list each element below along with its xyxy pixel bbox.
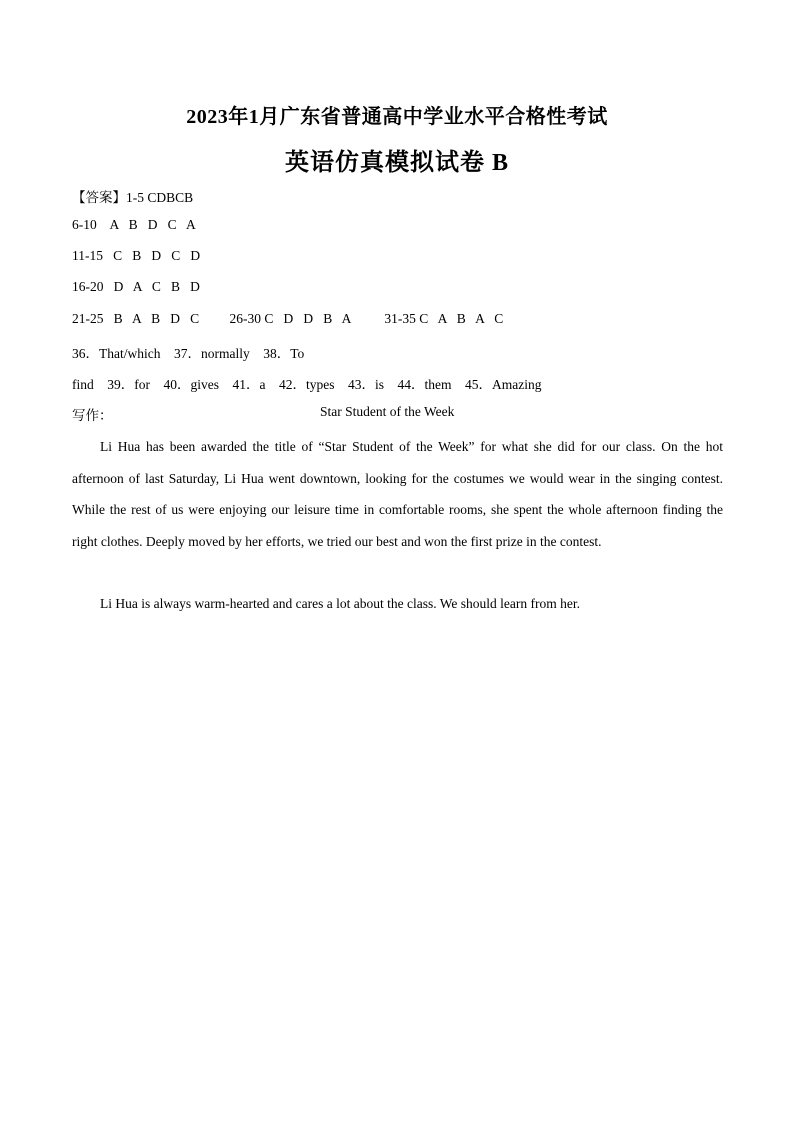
essay-paragraph-2: Li Hua is always warm-hearted and cares a lot about the class. We should learn from her. — [100, 596, 581, 611]
answer-line-6: 36．That/which 37．normally 38．To — [72, 346, 305, 361]
essay-title: Star Student of the Week — [320, 404, 455, 419]
exam-subtitle: 英语仿真模拟试卷 B — [284, 150, 509, 176]
answer-line-2: 6-10 A B D C A — [72, 217, 196, 232]
answer-line-3: 11-15 C B D C D — [72, 248, 201, 263]
answer-line-4: 16-20 D A C B D — [72, 279, 200, 294]
answer-line-7: find 39．for 40．gives 41．a 42．types 43．is 44．them 45．Amazing — [72, 377, 542, 392]
answer-line-5: 21-25 B A B D C 26-30 C D D B A 31-35 C A B A C — [72, 311, 504, 326]
exam-title: 2023年1月广东省普通高中学业水平合格性考试 — [186, 106, 608, 128]
answer-line-1: 【答案】1-5 CDBCB — [72, 190, 194, 205]
essay-paragraph-1: Li Hua has been awarded the title of “Star Student of the Week” for what she did for our class. On the hot afternoon of last Saturday, Li Hua went downtown, looking for the costumes we would wear in the singing contest. While the rest of us were enjoying our leisure time in comfortable rooms, she spent the whole afternoon finding the right clothes. Deeply moved by her efforts, we tried our best and won the first prize in the contest. — [72, 439, 723, 549]
writing-label: 写作： — [72, 408, 113, 423]
